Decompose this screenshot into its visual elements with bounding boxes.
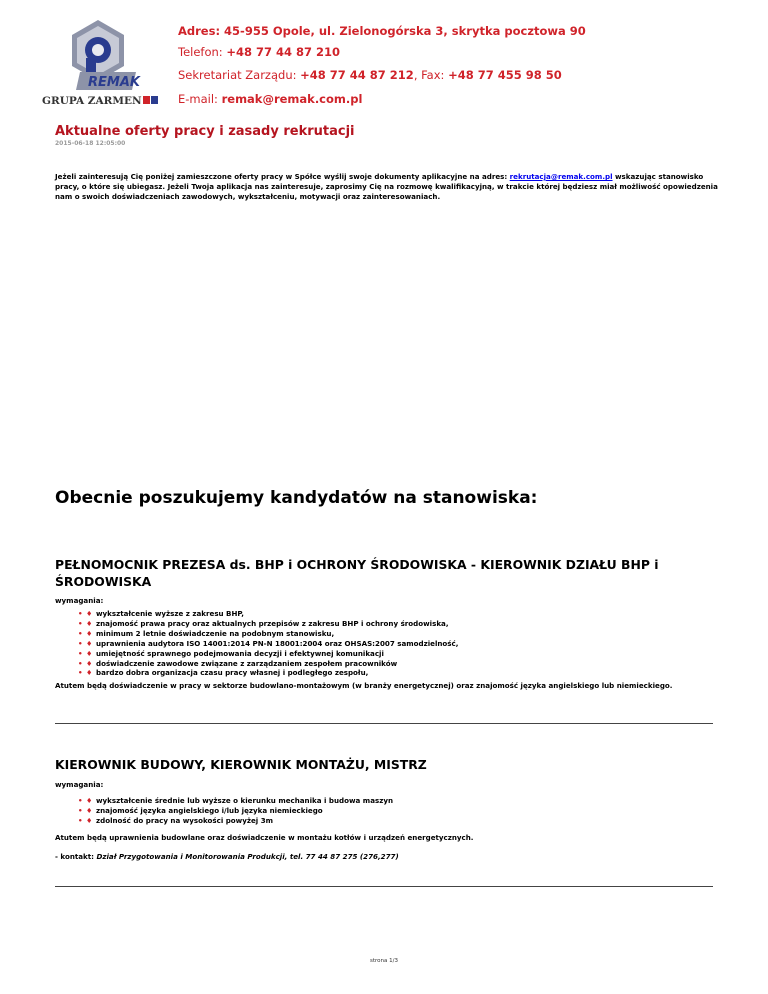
list-item: • ♦ zdolność do pracy na wysokości powyżej 3m bbox=[78, 816, 393, 826]
email-address: remak@remak.com.pl bbox=[221, 92, 363, 106]
svg-text:GRUPA ZARMEN: GRUPA ZARMEN bbox=[42, 95, 142, 107]
job-title-1: PEŁNOMOCNIK PREZESA ds. BHP i OCHRONY ŚRODOWISKA - KIEROWNIK DZIAŁU BHP i ŚRODOWISKA bbox=[55, 557, 659, 589]
secretary-line: Sekretariat Zarządu: +48 77 44 87 212, Fax: +48 77 455 98 50 bbox=[178, 68, 562, 82]
fax-number: +48 77 455 98 50 bbox=[448, 68, 562, 82]
list-item: • ♦ znajomość prawa pracy oraz aktualnych przepisów z zakresu BHP i ochrony środowiska, bbox=[78, 619, 458, 629]
job2-requirements-list bbox=[78, 796, 393, 826]
svg-text:REMAK: REMAK bbox=[88, 75, 140, 90]
list-item: • ♦ uprawnienia audytora ISO 14001:2014 PN-N 18001:2004 oraz OHSAS:2007 samodzielność, bbox=[78, 639, 458, 649]
list-item: • ♦ bardzo dobra organizacja czasu pracy własnej i podległego zespołu, bbox=[78, 668, 458, 678]
intro-paragraph: Jeżeli zainteresują Cię poniżej zamieszczone oferty pracy w Spółce wyślij swoje dokumenty aplikacyjne na adres: rekrutacja@remak.com.pl wskazując stanowisko pracy, o które się ubiegasz. Jeżeli Twoja aplikacja nas zainteresuje, zaprosimy Cię na rozmowę kwalifikacyjną, w trakcie której będziesz miał możliwość opowiedzenia nam o swoich doświadczeniach zawodowych, wykształceniu, motywacji oraz zainteresowaniach. bbox=[55, 172, 718, 201]
list-item: • ♦ wykształcenie wyższe z zakresu BHP, bbox=[78, 609, 458, 619]
recruitment-email-link[interactable]: rekrutacja@remak.com.pl bbox=[509, 172, 613, 181]
company-logo bbox=[40, 16, 160, 108]
remak-logo-icon bbox=[40, 16, 160, 108]
page-number: strona 1/3 bbox=[370, 958, 398, 964]
address: Adres: 45-955 Opole, ul. Zielonogórska 3, skrytka pocztowa 90 bbox=[178, 24, 586, 38]
list-item: • ♦ znajomość języka angielskiego i/lub języka niemieckiego bbox=[78, 806, 393, 816]
divider bbox=[55, 886, 713, 887]
job2-contact: - kontakt: Dział Przygotowania i Monitorowania Produkcji, tel. 77 44 87 275 (276,277) bbox=[55, 852, 399, 861]
job1-requirements-list bbox=[78, 609, 458, 678]
job1-advantage: Atutem będą doświadczenie w pracy w sektorze budowlano-montażowym (w branży energetycznej) oraz znajomość języka angielskiego lub niemieckiego. bbox=[55, 681, 673, 690]
list-item: • ♦ minimum 2 letnie doświadczenie na podobnym stanowisku, bbox=[78, 629, 458, 639]
secretary-phone: +48 77 44 87 212 bbox=[300, 68, 414, 82]
page-title: Aktualne oferty pracy i zasady rekrutacji bbox=[55, 124, 355, 139]
phone-number: +48 77 44 87 210 bbox=[226, 45, 340, 59]
job-title-2: KIEROWNIK BUDOWY, KIEROWNIK MONTAŻU, MISTRZ bbox=[55, 757, 427, 772]
list-item: • ♦ umiejętność sprawnego podejmowania decyzji i efektywnej komunikacji bbox=[78, 649, 458, 659]
job2-requirements-label: wymagania: bbox=[55, 780, 104, 789]
job2-advantage: Atutem będą uprawnienia budowlane oraz doświadczenie w montażu kotłów i urządzeń energetycznych. bbox=[55, 833, 474, 842]
phone-line: Telefon: +48 77 44 87 210 bbox=[178, 45, 340, 59]
email-line: E-mail: remak@remak.com.pl bbox=[178, 92, 363, 106]
list-item: • ♦ doświadczenie zawodowe związane z zarządzaniem zespołem pracowników bbox=[78, 659, 458, 669]
list-item: • ♦ wykształcenie średnie lub wyższe o kierunku mechanika i budowa maszyn bbox=[78, 796, 393, 806]
section-heading: Obecnie poszukujemy kandydatów na stanowiska: bbox=[55, 488, 538, 508]
job1-requirements-label: wymagania: bbox=[55, 596, 104, 605]
publish-date: 2015-06-18 12:05:00 bbox=[55, 140, 126, 147]
divider bbox=[55, 723, 713, 724]
